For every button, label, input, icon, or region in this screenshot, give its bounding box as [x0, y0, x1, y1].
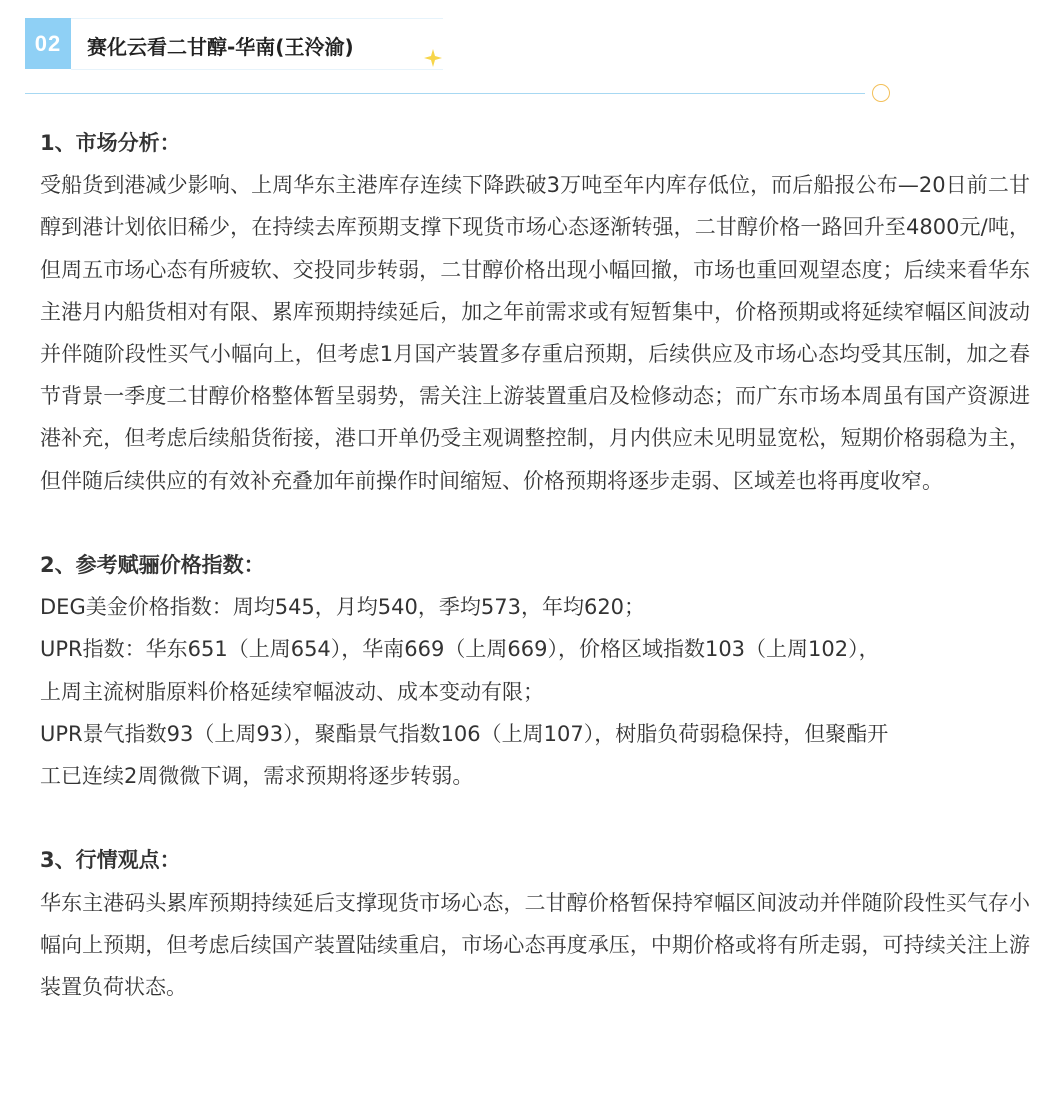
deg-price-index-line: DEG美金价格指数：周均545，月均540，季均573，年均620；	[40, 595, 646, 620]
header-divider-line	[25, 93, 865, 94]
polyester-operation-line: 工已连续2周微微下调，需求预期将逐步转弱。	[40, 764, 474, 789]
market-analysis-heading: 1、市场分析：	[40, 131, 181, 155]
upr-sentiment-line: UPR景气指数93（上周93），聚酯景气指数106（上周107），树脂负荷弱稳保持，但聚酯开	[40, 721, 889, 746]
section-spacer	[40, 797, 1030, 839]
section-spacer	[40, 502, 1030, 544]
section-title: 赛化云看二甘醇-华南(王泠渝)	[87, 35, 354, 59]
divider-circle-ornament	[872, 84, 890, 102]
market-analysis-body: 受船货到港减少影响、上周华东主港库存连续下降跌破3万吨至年内库存低位，而后船报公布—20日前二甘醇到港计划依旧稀少，在持续去库预期支撑下现货市场心态逐渐转强，二甘醇价格一路回升至4800元/吨，但周五市场心态有所疲软、交投同步转弱，二甘醇价格出现小幅回撤，市场也重回观望态度；后续来看华东主港月内船货相对有限、累库预期持续延后，加之年前需求或有短暂集中，价格预期或将延续窄幅区间波动并伴随阶段性买气小幅向上，但考虑1月国产装置多存重启预期，后续供应及市场心态均受其压制，加之春节背景一季度二甘醇价格整体暂呈弱势，需关注上游装置重启及检修动态；而广东市场本周虽有国产资源进港补充，但考虑后续船货衔接，港口开单仍受主观调整控制，月内供应未见明显宽松，短期价格弱稳为主，但伴随后续供应的有效补充叠加年前操作时间缩短、价格预期将逐步走弱、区域差也将再度收窄。	[40, 173, 1030, 493]
price-index-heading: 2、参考赋骊价格指数：	[40, 553, 265, 578]
upr-index-line: UPR指数：华东651（上周654），华南669（上周669），价格区域指数103（上周102），	[40, 637, 880, 662]
section-header	[25, 18, 445, 69]
section-title-box	[71, 18, 443, 70]
sparkle-star-icon	[423, 48, 443, 68]
market-outlook-heading: 3、行情观点：	[40, 848, 181, 873]
market-outlook-body: 华东主港码头累库预期持续延后支撑现货市场心态，二甘醇价格暂保持窄幅区间波动并伴随阶段性买气存小幅向上预期，但考虑后续国产装置陆续重启，市场心态再度承压，中期价格或将有所走弱，可持续关注上游装置负荷状态。	[40, 890, 1030, 1000]
section-number-badge: 02	[25, 18, 71, 69]
resin-cost-line: 上周主流树脂原料价格延续窄幅波动、成本变动有限；	[40, 679, 544, 704]
article-content	[40, 122, 1030, 1008]
